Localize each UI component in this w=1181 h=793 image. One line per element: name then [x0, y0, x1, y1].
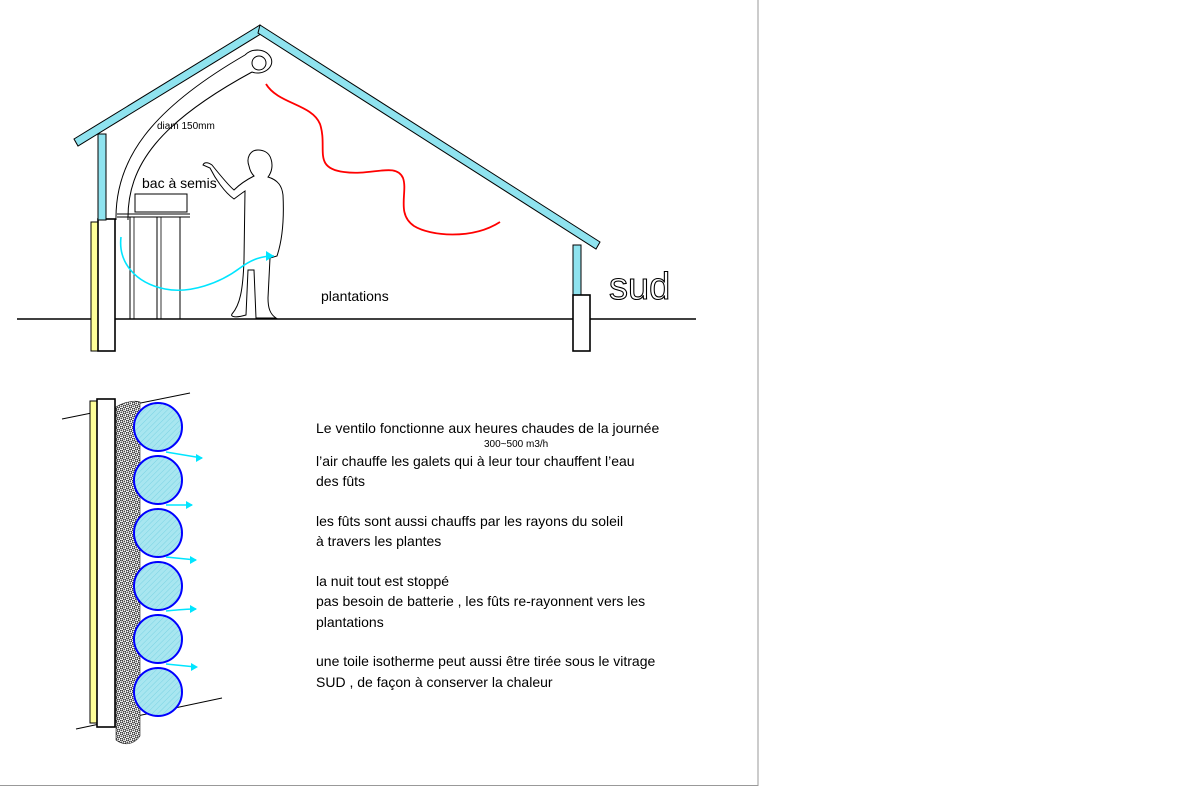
note-fan: Le ventilo fonctionne aux heures chaudes de la journée: [316, 420, 660, 436]
barrel: [134, 403, 182, 451]
barrel: [134, 615, 182, 663]
explanation-notes: [316, 418, 736, 711]
seed-tray-label: bac à semis: [142, 175, 217, 191]
person-figure: [203, 150, 283, 318]
note-barrels-sun: les fûts sont aussi chauffs par les rayons du soleil à travers les plantes: [316, 512, 624, 549]
note-air-heats-gravel: l’air chauffe les galets qui à leur tour chauffent l’eau des fûts: [316, 452, 635, 489]
south-wall: [573, 295, 590, 351]
north-wall-insulation: [91, 222, 98, 351]
north-wall: [98, 219, 115, 351]
water-barrels: [134, 403, 182, 716]
roof-south-panel: [258, 25, 600, 249]
fan-rate: 300~500 m3/h: [484, 438, 549, 450]
greenhouse-section: [17, 25, 696, 351]
duct-diameter-label: diam 150mm: [157, 121, 215, 132]
barrel: [134, 509, 182, 557]
plantations-label: plantations: [321, 288, 389, 304]
thermal-wall-detail: [62, 393, 222, 744]
fan-icon: [252, 56, 266, 70]
south-glazing-strip: [573, 245, 581, 296]
barrel: [134, 562, 182, 610]
north-glazing-strip: [98, 134, 106, 220]
south-label: sud: [609, 266, 671, 308]
detail-wall: [97, 399, 115, 727]
note-night: la nuit tout est stoppé pas besoin de batterie , les fûts re-rayonnent vers les plantations: [316, 572, 646, 630]
note-thermal-curtain: une toile isotherme peut aussi être tirée sous le vitrage SUD , de façon à conserver la chaleur: [316, 653, 656, 690]
barrel: [134, 456, 182, 504]
barrel: [134, 668, 182, 716]
seed-tray: [135, 194, 187, 212]
detail-wall-insulation: [90, 401, 97, 723]
